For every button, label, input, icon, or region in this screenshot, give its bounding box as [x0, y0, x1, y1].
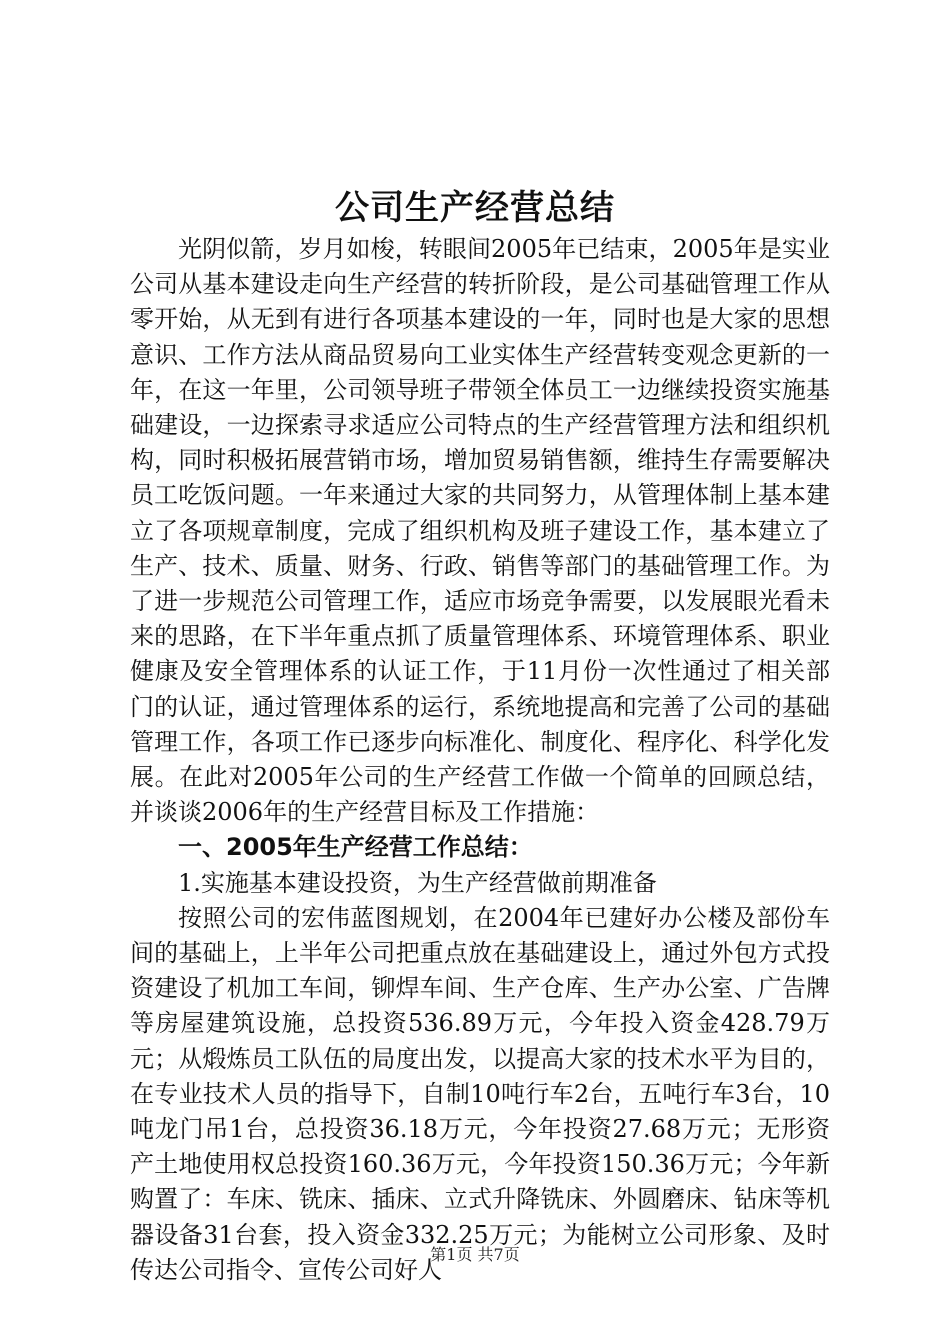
section-heading: 一、2005年生产经营工作总结： — [178, 833, 533, 862]
intro-paragraph: 光阴似箭，岁月如梭，转眼间2005年已结束，2005年是实业公司从基本建设走向生产经营的转折阶段，是公司基础管理工作从零开始，从无到有进行各项基本建设的一年，同时也是大家的思想意识、工作方法从商品贸易向工业实体生产经营转变观念更新的一年，在这一年里，公司领导班子带领全体员工一边继续投资实施基础建设，一边探索寻求适应公司特点的生产经营管理方法和组织机构，同时积极拓展营销市场，增加贸易销售额，维持生存需要解决员工吃饭问题。一年来通过大家的共同努力，从管理体制上基本建立了各项规章制度，完成了组织机构及班子建设工作，基本建立了生产、技术、质量、财务、行政、销售等部门的基础管理工作。为了进一步规范公司管理工作，适应市场竞争需要，以发展眼光看未来的思路，在下半年重点抓了质量管理体系、环境管理体系、职业健康及安全管理体系的认证工作，于11月份一次性通过了相关部门的认证，通过管理体系的运行，系统地提高和完善了公司的基础管理工作，各项工作已逐步向标准化、制度化、程序化、科学化发展。在此对2005年公司的生产经营工作做一个简单的回顾总结，并谈谈2006年的生产经营目标及工作措施： — [130, 235, 830, 827]
page-title: 公司生产经营总结 — [335, 188, 615, 228]
subsection-heading: 1.实施基本建设投资，为生产经营做前期准备 — [178, 868, 657, 897]
page-footer: 第1页 共7页 — [430, 1245, 520, 1264]
document-body — [130, 232, 830, 1288]
body-paragraph: 按照公司的宏伟蓝图规划，在2004年已建好办公楼及部份车间的基础上，上半年公司把重点放在基础建设上，通过外包方式投资建设了机加工车间，铆焊车间、生产仓库、生产办公室、广告牌等房屋建筑设施，总投资536.89万元，今年投入资金428.79万元；从煅炼员工队伍的局度出发，以提高大家的技术水平为目的，在专业技术人员的指导下，自制10吨行车2台，五吨行车3台，10吨龙门吊1台，总投资36.18万元，今年投资27.68万元；无形资产土地使用权总投资160.36万元，今年投资150.36万元；今年新购置了：车床、铣床、插床、立式升降铣床、外圆磨床、钻床等机器设备31台套，投入资金332.25万元；为能树立公司形象、及时传达公司指令、宣传公司好人 — [130, 903, 830, 1284]
